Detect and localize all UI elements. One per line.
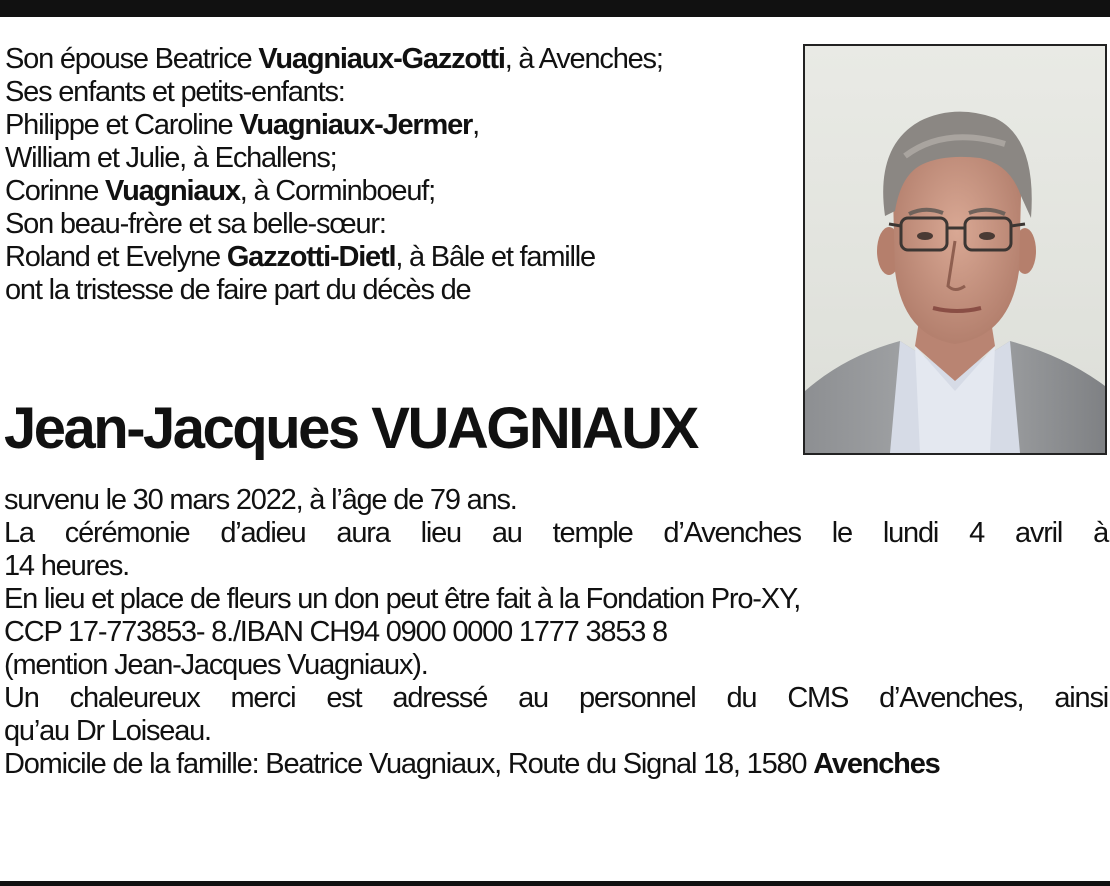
town-bold: Avenches (813, 748, 940, 780)
intro-line-child-1: Philippe et Caroline Vuagniaux-Jermer, (5, 109, 479, 141)
intro-line-spouse: Son épouse Beatrice Vuagniaux-Gazzotti, à Avenches; (5, 43, 663, 75)
notice-details (4, 484, 1108, 781)
thanks-doctor-line: qu’au Dr Loiseau. (4, 715, 211, 747)
surname-bold: Vuagniaux (105, 175, 240, 207)
donation-mention-line: (mention Jean-Jacques Vuagniaux). (4, 649, 428, 681)
family-address-line: Domicile de la famille: Beatrice Vuagniaux, Route du Signal 18, 1580 Avenches (4, 748, 940, 780)
surname-bold: Vuagniaux-Gazzotti (258, 43, 505, 75)
bank-account-line: CCP 17-773853- 8./IBAN CH94 0900 0000 1777 3853 8 (4, 616, 667, 648)
donation-line: En lieu et place de fleurs un don peut être fait à la Fondation Pro-XY, (4, 583, 801, 615)
intro-line-child-2: Corinne Vuagniaux, à Corminboeuf; (5, 175, 435, 207)
intro-line-grandchildren: William et Julie, à Echallens; (5, 142, 337, 174)
ceremony-line: La cérémonie d’adieu aura lieu au temple d’Avenches le lundi 4 avril à (4, 517, 1108, 549)
thanks-line: Un chaleureux merci est adressé au personnel du CMS d’Avenches, ainsi (4, 682, 1108, 714)
family-announcement (5, 43, 795, 307)
ceremony-time-line: 14 heures. (4, 550, 130, 582)
portrait-photo (803, 44, 1107, 455)
deceased-name: Jean-Jacques VUAGNIAUX (4, 396, 697, 461)
surname-bold: Gazzotti-Dietl (226, 241, 396, 273)
portrait-illustration (805, 46, 1105, 453)
bottom-rule (0, 881, 1110, 886)
intro-line-announcement: ont la tristesse de faire part du décès de (5, 274, 471, 306)
intro-line-in-laws: Roland et Evelyne Gazzotti-Dietl, à Bâle et famille (5, 241, 595, 273)
surname-bold: Vuagniaux-Jermer (239, 109, 473, 141)
intro-line-in-laws-heading: Son beau-frère et sa belle-sœur: (5, 208, 386, 240)
death-date-line: survenu le 30 mars 2022, à l’âge de 79 ans. (4, 484, 517, 516)
intro-line-children-heading: Ses enfants et petits-enfants: (5, 76, 345, 108)
top-rule (0, 0, 1110, 17)
